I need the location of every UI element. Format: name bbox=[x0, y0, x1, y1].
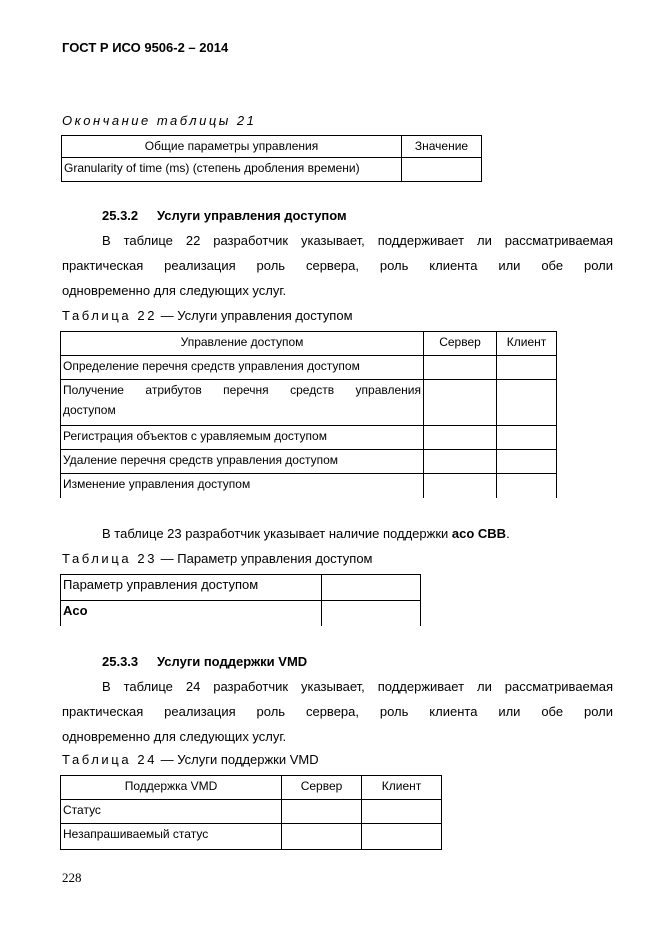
intro-bold: aco CBB bbox=[451, 526, 507, 541]
table22 bbox=[60, 331, 557, 498]
table22-header-server: Сервер bbox=[424, 332, 497, 356]
table23 bbox=[60, 574, 421, 626]
table23-caption bbox=[62, 551, 373, 566]
table22-header-access: Управление доступом bbox=[61, 332, 424, 356]
para-line: одновременно для следующих услуг. bbox=[62, 283, 287, 298]
section-25-3-2-heading bbox=[102, 208, 347, 223]
table-row: Определение перечня средств управления доступом bbox=[61, 356, 424, 380]
section-number: 25.3.3 bbox=[102, 654, 139, 669]
table23-caption-prefix: Таблица 23 bbox=[62, 551, 158, 566]
table21 bbox=[61, 135, 482, 182]
table24-caption bbox=[62, 752, 319, 767]
intro-end: . bbox=[506, 526, 510, 541]
para-line: практическая реализация роль сервера, роль клиента или обе роли bbox=[62, 704, 613, 719]
table-row: Удаление перечня средств управления доступом bbox=[61, 450, 424, 474]
table24-caption-prefix: Таблица 24 bbox=[62, 752, 158, 767]
table-row: Aco bbox=[61, 601, 322, 626]
table-row: Изменение управления доступом bbox=[61, 474, 424, 498]
table22-caption bbox=[62, 308, 353, 323]
para-line: В таблице 24 разработчик указывает, поддерживает ли рассматриваемая bbox=[102, 679, 613, 694]
table24-caption-title: — Услуги поддержки VMD bbox=[160, 752, 319, 767]
table23-caption-title: — Параметр управления доступом bbox=[160, 551, 373, 566]
section-number: 25.3.2 bbox=[102, 208, 139, 223]
section-title: Услуги поддержки VMD bbox=[157, 654, 308, 669]
para-line: В таблице 22 разработчик указывает, поддерживает ли рассматриваемая bbox=[102, 233, 613, 248]
table24-header-server: Сервер bbox=[282, 776, 362, 800]
table21-row-value bbox=[402, 158, 482, 182]
table21-header-params: Общие параметры управления bbox=[62, 136, 402, 158]
table-row: Незапрашиваемый статус bbox=[61, 824, 282, 850]
table24 bbox=[60, 775, 442, 850]
section-25-3-3-heading bbox=[102, 654, 307, 669]
section-title: Услуги управления доступом bbox=[157, 208, 347, 223]
table21-caption: Окончание таблицы 21 bbox=[62, 113, 257, 128]
table21-row-granularity: Granularity of time (ms) (степень дробления времени) bbox=[62, 158, 402, 182]
table-row: Статус bbox=[61, 800, 282, 824]
table-row: Регистрация объектов с уравляемым доступом bbox=[61, 426, 424, 450]
table22-header-client: Клиент bbox=[497, 332, 557, 356]
intro-text: В таблице 23 разработчик указывает наличие поддержки bbox=[102, 526, 452, 541]
table23-intro bbox=[102, 526, 510, 541]
table-row: Параметр управления доступом bbox=[61, 575, 322, 601]
page-number: 228 bbox=[62, 870, 82, 885]
section-25-3-2-paragraph bbox=[62, 228, 613, 303]
table-row: Получение атрибутов перечня средств управления доступом bbox=[61, 380, 424, 426]
para-line: практическая реализация роль сервера, роль клиента или обе роли bbox=[62, 258, 613, 273]
para-line: одновременно для следующих услуг. bbox=[62, 729, 287, 744]
table24-header-vmd: Поддержка VMD bbox=[61, 776, 282, 800]
table22-caption-title: — Услуги управления доступом bbox=[160, 308, 353, 323]
section-25-3-3-paragraph bbox=[62, 674, 613, 749]
table21-header-value: Значение bbox=[402, 136, 482, 158]
standard-header: ГОСТ Р ИСО 9506-2 – 2014 bbox=[62, 40, 229, 55]
table24-header-client: Клиент bbox=[362, 776, 442, 800]
table22-caption-prefix: Таблица 22 bbox=[62, 308, 158, 323]
